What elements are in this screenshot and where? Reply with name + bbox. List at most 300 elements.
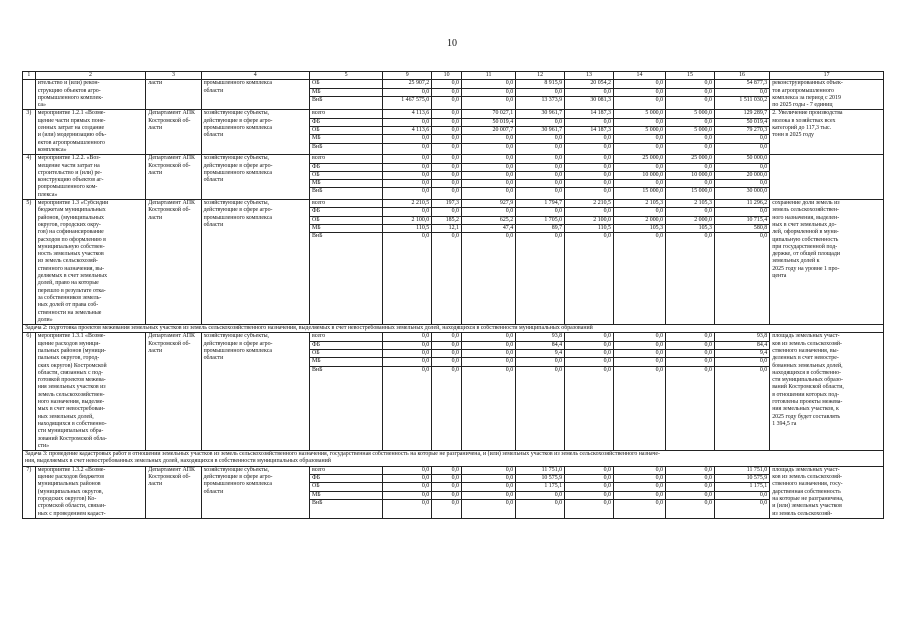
amount-cell: 0,0 <box>516 358 564 366</box>
amount-cell: 30 000,0 <box>746 188 768 195</box>
amount-cell: 10 575,9 <box>715 475 769 483</box>
amount-cell: 0,0 <box>565 135 613 143</box>
column-number: 10 <box>432 72 462 80</box>
amount-cell: 0,0 <box>603 143 611 150</box>
amount-cell: 0,0 <box>432 208 461 216</box>
amount-cell: 0,0 <box>666 80 714 88</box>
amount-cell: 50 019,4 <box>462 119 515 127</box>
funding-source: МБ <box>310 180 382 188</box>
funding-sources <box>309 466 382 518</box>
amount-cell: 0,0 <box>715 89 769 97</box>
amount-cell: 625,2 <box>462 217 515 225</box>
amount-column <box>714 466 769 518</box>
amount-cell: 0,0 <box>432 80 461 88</box>
amount-cell: 0,0 <box>614 358 665 366</box>
amount-cell: 10 000,0 <box>666 172 714 180</box>
measure-row <box>23 333 884 451</box>
amount-column <box>714 110 769 155</box>
amount-cell: 197,3 <box>432 200 461 208</box>
amount-cell: 0,0 <box>383 208 431 216</box>
amount-cell: 110,5 <box>383 225 431 233</box>
amount-cell: 0,0 <box>565 483 613 491</box>
amount-cell: 0,0 <box>462 333 515 341</box>
amount-cell: 0,0 <box>614 135 665 143</box>
amount-cell: 4 113,6 <box>383 127 431 135</box>
funding-source: МБ <box>310 135 382 143</box>
amount-cell: 0,0 <box>383 350 431 358</box>
amount-cell: 0,0 <box>565 350 613 358</box>
responsible-executor: ласти <box>146 80 201 110</box>
amount-cell: 0,0 <box>603 233 611 240</box>
amount-cell: 1 705,0 <box>516 217 564 225</box>
funding-sources <box>309 110 382 155</box>
amount-cell: 0,0 <box>715 358 769 366</box>
amount-cell: 79 270,3 <box>715 127 769 135</box>
amount-column <box>565 110 614 155</box>
amount-cell: 0,0 <box>666 333 714 341</box>
column-number: 4 <box>201 72 309 80</box>
amount-column <box>432 200 462 325</box>
amount-cell: 20 007,7 <box>462 127 515 135</box>
amount-cell: 0,0 <box>432 89 461 97</box>
co-executors: хозяйствующие субъекты, действующие в сфере агро- промышленного комплекса области <box>201 333 309 451</box>
amount-cell: 0,0 <box>462 483 515 491</box>
amount-cell: 0,0 <box>383 475 431 483</box>
funding-sources <box>309 80 382 110</box>
amount-cell: 0,0 <box>704 366 712 373</box>
funding-source: ФБ <box>310 208 382 216</box>
amount-cell: 580,8 <box>715 225 769 233</box>
amount-cell: 0,0 <box>383 89 431 97</box>
amount-column <box>714 80 769 110</box>
amount-cell: 2 000,0 <box>614 217 665 225</box>
amount-cell: 70 027,1 <box>462 110 515 118</box>
column-number: 3 <box>146 72 201 80</box>
funding-source: ВнБ <box>311 96 323 103</box>
amount-cell: 9,4 <box>715 350 769 358</box>
funding-source: ФБ <box>310 119 382 127</box>
funding-source: ВнБ <box>311 143 323 150</box>
amount-column <box>461 200 515 325</box>
row-number: 6) <box>23 333 36 451</box>
measure-row <box>23 466 884 518</box>
amount-column <box>714 200 769 325</box>
amount-cell: 25 000,0 <box>614 155 665 163</box>
amount-column <box>516 110 565 155</box>
amount-cell: 0,0 <box>565 119 613 127</box>
amount-cell: 0,0 <box>516 155 564 163</box>
amount-cell: 0,0 <box>451 499 459 506</box>
amount-column <box>714 155 769 200</box>
amount-cell: 8 915,9 <box>516 80 564 88</box>
amount-cell: 0,0 <box>565 342 613 350</box>
funding-source: МБ <box>310 225 382 233</box>
amount-cell: 93,8 <box>516 333 564 341</box>
amount-column <box>383 110 432 155</box>
amount-cell: 25 907,2 <box>383 80 431 88</box>
co-executors: хозяйствующие субъекты, действующие в сфере агро- промышленного комплекса области <box>201 466 309 518</box>
column-number-row <box>23 72 884 80</box>
task-heading: Задача 2: подготовка проектов межевания земельных участков из земель сельскохозяйственного назначения, выделяемых в счет невостребованных земельных долей, находящихся в собственности муниципальных образований <box>23 325 884 333</box>
row-number: 5) <box>23 200 36 325</box>
amount-cell: 0,0 <box>432 333 461 341</box>
amount-cell: 0,0 <box>432 172 461 180</box>
amount-cell: 105,3 <box>614 225 665 233</box>
amount-cell: 0,0 <box>614 208 665 216</box>
funding-source: ВнБ <box>311 188 323 195</box>
amount-cell: 10 000,0 <box>614 172 665 180</box>
amount-cell: 0,0 <box>383 180 431 188</box>
amount-cell: 0,0 <box>614 350 665 358</box>
responsible-executor: Департамент АПК Костромской об- ласти <box>146 466 201 518</box>
amount-cell: 0,0 <box>565 208 613 216</box>
amount-cell: 0,0 <box>451 233 459 240</box>
amount-cell: 0,0 <box>505 96 514 103</box>
amount-cell: 0,0 <box>462 89 515 97</box>
funding-source: ФБ <box>310 342 382 350</box>
amount-cell: 0,0 <box>655 96 664 103</box>
amount-cell: 20 000,0 <box>715 172 769 180</box>
amount-cell: 0,0 <box>614 333 665 341</box>
column-number: 12 <box>516 72 565 80</box>
funding-source: ВнБ <box>311 499 323 506</box>
amount-column <box>613 333 665 451</box>
amount-column <box>666 155 715 200</box>
amount-column <box>432 155 462 200</box>
amount-cell: 11 751,0 <box>516 467 564 475</box>
amount-cell: 0,0 <box>516 180 564 188</box>
amount-cell: 0,0 <box>432 342 461 350</box>
amount-cell: 14 187,3 <box>565 127 613 135</box>
amount-cell: 0,0 <box>565 492 613 500</box>
funding-source: ВнБ <box>311 366 323 373</box>
amount-cell: 0,0 <box>383 467 431 475</box>
amount-column <box>383 155 432 200</box>
amount-cell: 0,0 <box>565 89 613 97</box>
amount-cell: 0,0 <box>462 467 515 475</box>
amount-column <box>461 333 515 451</box>
responsible-executor: Департамент АПК Костромской об- ласти <box>146 333 201 451</box>
amount-cell: 14 187,3 <box>565 110 613 118</box>
co-executors: хозяйствующие субъекты, действующие в сфере агро- промышленного комплекса области <box>201 155 309 200</box>
column-number: 17 <box>770 72 884 80</box>
amount-cell: 2 210,5 <box>383 200 431 208</box>
expected-result: 2. Увеличение производства молока в хозяйствах всех категорий до 117,3 тыс. тонн в 2025 году <box>770 110 884 155</box>
amount-cell: 1 467 575,0 <box>401 96 430 103</box>
amount-cell: 0,0 <box>666 164 714 172</box>
amount-column <box>565 155 614 200</box>
expected-result: сохранение доли земель из земель сельскохозяйствен- ного назначения, выделен- ных в счет земельных до- лей, оформленной в муни- ципальную собственность при государственной под- держке, от общей площади земельных долей к 2025 году на уровне 1 про- цента <box>770 200 884 325</box>
amount-cell: 0,0 <box>516 135 564 143</box>
amount-cell: 2 100,0 <box>565 217 613 225</box>
amount-column <box>516 333 565 451</box>
co-executors: хозяйствующие субъекты, действующие в сфере агро- промышленного комплекса области <box>201 110 309 155</box>
amount-cell: 0,0 <box>451 143 459 150</box>
amount-column <box>666 80 715 110</box>
amount-column <box>565 466 614 518</box>
amount-cell: 11 751,0 <box>715 467 769 475</box>
funding-source: ОБ <box>310 127 382 135</box>
amount-cell: 0,0 <box>383 333 431 341</box>
amount-cell: 0,0 <box>565 180 613 188</box>
amount-cell: 0,0 <box>432 155 461 163</box>
amount-column <box>613 200 665 325</box>
amount-column <box>666 200 715 325</box>
amount-cell: 0,0 <box>614 164 665 172</box>
amount-cell: 0,0 <box>614 80 665 88</box>
page-number: 10 <box>447 38 457 49</box>
amount-cell: 0,0 <box>565 475 613 483</box>
funding-source: всего <box>310 110 382 118</box>
funding-source: ОБ <box>310 80 382 88</box>
funding-source: ОБ <box>310 217 382 225</box>
funding-source: МБ <box>310 89 382 97</box>
amount-cell: 0,0 <box>462 492 515 500</box>
measure-name: мероприятие 1.3 «Субсидии бюджетам муниципальных районов, (муниципальных округов, городских окру- гов) на софинансирование расходов по оформлению в муниципальную собствен- ность земельных участков из земель сельскохозяй- ственного назначения, вы- деляемых в счет земельных долей, право на которые перешло в результате отка- за собственников земель- ных долей от права соб- ственности на земельные доли» <box>35 200 146 325</box>
amount-cell: 0,0 <box>715 492 769 500</box>
amount-cell: 0,0 <box>666 135 714 143</box>
amount-cell: 0,0 <box>554 233 563 240</box>
amount-cell: 0,0 <box>462 155 515 163</box>
amount-cell: 0,0 <box>655 233 664 240</box>
expected-result: площадь земельных участ- ков из земель сельскохозяй- ственного назначения, вы- деленных в счет невостре- бованных земельных долей, находящихся в собственно- сти муниципальных образо- ваний Костромской области, в отношении которых под- готовлены проекты межева- ния земельных участков, к 2025 году будет составлять 1 394,5 га <box>770 333 884 451</box>
amount-cell: 0,0 <box>715 180 769 188</box>
amount-cell: 0,0 <box>614 342 665 350</box>
amount-column <box>714 333 769 451</box>
amount-cell: 0,0 <box>383 164 431 172</box>
amount-column <box>383 80 432 110</box>
amount-cell: 0,0 <box>704 499 712 506</box>
amount-cell: 0,0 <box>759 233 768 240</box>
amount-cell: 30 961,7 <box>516 110 564 118</box>
amount-cell: 89,7 <box>516 225 564 233</box>
amount-cell: 47,4 <box>462 225 515 233</box>
amount-cell: 0,0 <box>432 135 461 143</box>
amount-column <box>516 466 565 518</box>
amount-cell: 0,0 <box>505 188 514 195</box>
measure-name: ительство и (или) рекон- струкцию объектов агро- промышленного комплек- са» <box>35 80 146 110</box>
amount-column <box>516 200 565 325</box>
funding-source: ФБ <box>310 164 382 172</box>
amount-cell: 0,0 <box>715 208 769 216</box>
measure-name: мероприятие 1.2.1 «Возме- щение части прямых поне- сенных затрат на создание и (или) модернизацию объ- ектов агропромышленного комплекса» <box>35 110 146 155</box>
amount-cell: 0,0 <box>451 188 459 195</box>
row-number: 7) <box>23 466 36 518</box>
amount-cell: 105,3 <box>666 225 714 233</box>
amount-cell: 0,0 <box>603 499 611 506</box>
amount-cell: 0,0 <box>614 483 665 491</box>
amount-column <box>516 155 565 200</box>
amount-cell: 0,0 <box>383 342 431 350</box>
amount-cell: 0,0 <box>614 492 665 500</box>
amount-column <box>565 80 614 110</box>
amount-cell: 30 081,3 <box>590 96 611 103</box>
amount-cell: 25 000,0 <box>666 155 714 163</box>
amount-cell: 0,0 <box>432 467 461 475</box>
amount-column <box>516 80 565 110</box>
amount-cell: 0,0 <box>383 492 431 500</box>
amount-cell: 0,0 <box>462 164 515 172</box>
column-number: 14 <box>613 72 665 80</box>
amount-cell: 0,0 <box>554 143 563 150</box>
amount-cell: 50 000,0 <box>715 155 769 163</box>
amount-cell: 0,0 <box>383 155 431 163</box>
funding-source: ОБ <box>310 172 382 180</box>
amount-cell: 0,0 <box>421 233 430 240</box>
amount-cell: 0,0 <box>666 208 714 216</box>
task-row <box>23 325 884 333</box>
amount-column <box>565 200 614 325</box>
amount-cell: 0,0 <box>516 208 564 216</box>
amount-column <box>613 155 665 200</box>
amount-cell: 5 000,0 <box>614 127 665 135</box>
amount-column <box>613 110 665 155</box>
column-number: 2 <box>35 72 146 80</box>
funding-source: ОБ <box>310 483 382 491</box>
amount-cell: 0,0 <box>432 180 461 188</box>
amount-cell: 0,0 <box>666 467 714 475</box>
amount-column <box>383 200 432 325</box>
funding-source: ОБ <box>310 350 382 358</box>
amount-column <box>461 110 515 155</box>
row-number: 3) <box>23 110 36 155</box>
amount-cell: 0,0 <box>704 143 712 150</box>
amount-cell: 0,0 <box>614 119 665 127</box>
amount-cell: 2 105,3 <box>666 200 714 208</box>
amount-cell: 2 100,0 <box>383 217 431 225</box>
amount-cell: 0,0 <box>462 135 515 143</box>
measure-row <box>23 200 884 325</box>
responsible-executor: Департамент АПК Костромской об- ласти <box>146 110 201 155</box>
amount-cell: 0,0 <box>505 499 514 506</box>
amount-column <box>432 80 462 110</box>
amount-cell: 12,1 <box>432 225 461 233</box>
amount-column <box>432 466 462 518</box>
amount-cell: 0,0 <box>516 119 564 127</box>
amount-cell: 0,0 <box>432 110 461 118</box>
amount-cell: 0,0 <box>462 342 515 350</box>
amount-cell: 0,0 <box>603 366 611 373</box>
expected-result: площадь земельных участ- ков из земель сельскохозяй- ственного назначения, госу- дарственная собственность на которые не разграничена, и (или) земельных участков из земель сельскохозяй- <box>770 466 884 518</box>
column-number: 9 <box>383 72 432 80</box>
amount-cell: 54 877,3 <box>715 80 769 88</box>
funding-source: всего <box>310 155 382 163</box>
funding-sources <box>309 200 382 325</box>
amount-cell: 185,2 <box>432 217 461 225</box>
amount-cell: 129 289,7 <box>715 110 769 118</box>
amount-cell: 0,0 <box>715 164 769 172</box>
amount-cell: 0,0 <box>759 366 768 373</box>
amount-cell: 0,0 <box>432 164 461 172</box>
amount-column <box>432 110 462 155</box>
amount-cell: 0,0 <box>666 342 714 350</box>
co-executors: промышленного комплекса области <box>201 80 309 110</box>
amount-column <box>666 110 715 155</box>
column-number: 5 <box>309 72 382 80</box>
amount-cell: 0,0 <box>462 208 515 216</box>
amount-cell: 11 296,2 <box>715 200 769 208</box>
amount-cell: 84,4 <box>516 342 564 350</box>
amount-cell: 1 175,1 <box>516 483 564 491</box>
amount-cell: 0,0 <box>655 143 664 150</box>
amount-column <box>383 333 432 451</box>
amount-cell: 0,0 <box>462 172 515 180</box>
amount-cell: 0,0 <box>666 475 714 483</box>
amount-cell: 0,0 <box>432 358 461 366</box>
measure-name: мероприятие 1.3.2 «Возме- щение расходов бюджетов муниципальных районов (муниципальных округов, городских округов) Ко- стромской области, связан- ных с проведением кадаст- <box>35 466 146 518</box>
amount-cell: 50 019,4 <box>715 119 769 127</box>
amount-cell: 0,0 <box>565 358 613 366</box>
column-number: 11 <box>461 72 515 80</box>
amount-cell: 0,0 <box>565 467 613 475</box>
column-number: 15 <box>666 72 715 80</box>
amount-cell: 0,0 <box>516 492 564 500</box>
measure-row <box>23 155 884 200</box>
amount-cell: 0,0 <box>516 89 564 97</box>
amount-cell: 110,5 <box>565 225 613 233</box>
amount-cell: 84,4 <box>715 342 769 350</box>
amount-cell: 0,0 <box>451 96 459 103</box>
amount-cell: 0,0 <box>432 127 461 135</box>
expected-result <box>770 155 884 200</box>
amount-cell: 4 113,6 <box>383 110 431 118</box>
amount-cell: 0,0 <box>462 358 515 366</box>
amount-cell: 10 715,4 <box>715 217 769 225</box>
amount-cell: 30 961,7 <box>516 127 564 135</box>
amount-cell: 2 000,0 <box>666 217 714 225</box>
responsible-executor: Департамент АПК Костромской об- ласти <box>146 155 201 200</box>
amount-column <box>666 333 715 451</box>
amount-cell: 0,0 <box>565 164 613 172</box>
amount-cell: 0,0 <box>432 119 461 127</box>
amount-cell: 0,0 <box>666 483 714 491</box>
amount-cell: 0,0 <box>666 350 714 358</box>
column-number: 16 <box>714 72 769 80</box>
amount-cell: 0,0 <box>565 172 613 180</box>
amount-cell: 0,0 <box>383 483 431 491</box>
funding-source: всего <box>310 333 382 341</box>
task-row <box>23 451 884 467</box>
funding-source: МБ <box>310 358 382 366</box>
amount-cell: 0,0 <box>505 143 514 150</box>
measures-table <box>22 71 884 519</box>
amount-cell: 0,0 <box>666 89 714 97</box>
amount-column <box>461 80 515 110</box>
amount-cell: 0,0 <box>421 188 430 195</box>
funding-source: МБ <box>310 492 382 500</box>
amount-cell: 0,0 <box>516 164 564 172</box>
amount-cell: 13 373,9 <box>541 96 563 103</box>
column-number: 1 <box>23 72 36 80</box>
amount-cell: 5 000,0 <box>614 110 665 118</box>
amount-cell: 0,0 <box>505 366 514 373</box>
column-number: 13 <box>565 72 614 80</box>
amount-cell: 0,0 <box>614 89 665 97</box>
amount-cell: 5 000,0 <box>666 110 714 118</box>
amount-cell: 5 000,0 <box>666 127 714 135</box>
amount-column <box>383 466 432 518</box>
amount-cell: 10 575,9 <box>516 475 564 483</box>
amount-cell: 0,0 <box>704 233 712 240</box>
amount-cell: 0,0 <box>462 180 515 188</box>
measure-row <box>23 80 884 110</box>
task-heading: Задача 3: проведение кадастровых работ в отношении земельных участков из земель сельскохозяйственного назначения, государственная собственность на которые не разграничена, и (или) земельных участков из земель сельскохозяйственного назначе- ния, выделяемых в счет невостребованных земельных долей, находящихся в собственности муниципальных образований <box>23 451 884 467</box>
amount-cell: 0,0 <box>421 499 430 506</box>
amount-column <box>461 466 515 518</box>
amount-cell: 0,0 <box>432 483 461 491</box>
amount-cell: 1 794,7 <box>516 200 564 208</box>
responsible-executor: Департамент АПК Костромской об- ласти <box>146 200 201 325</box>
